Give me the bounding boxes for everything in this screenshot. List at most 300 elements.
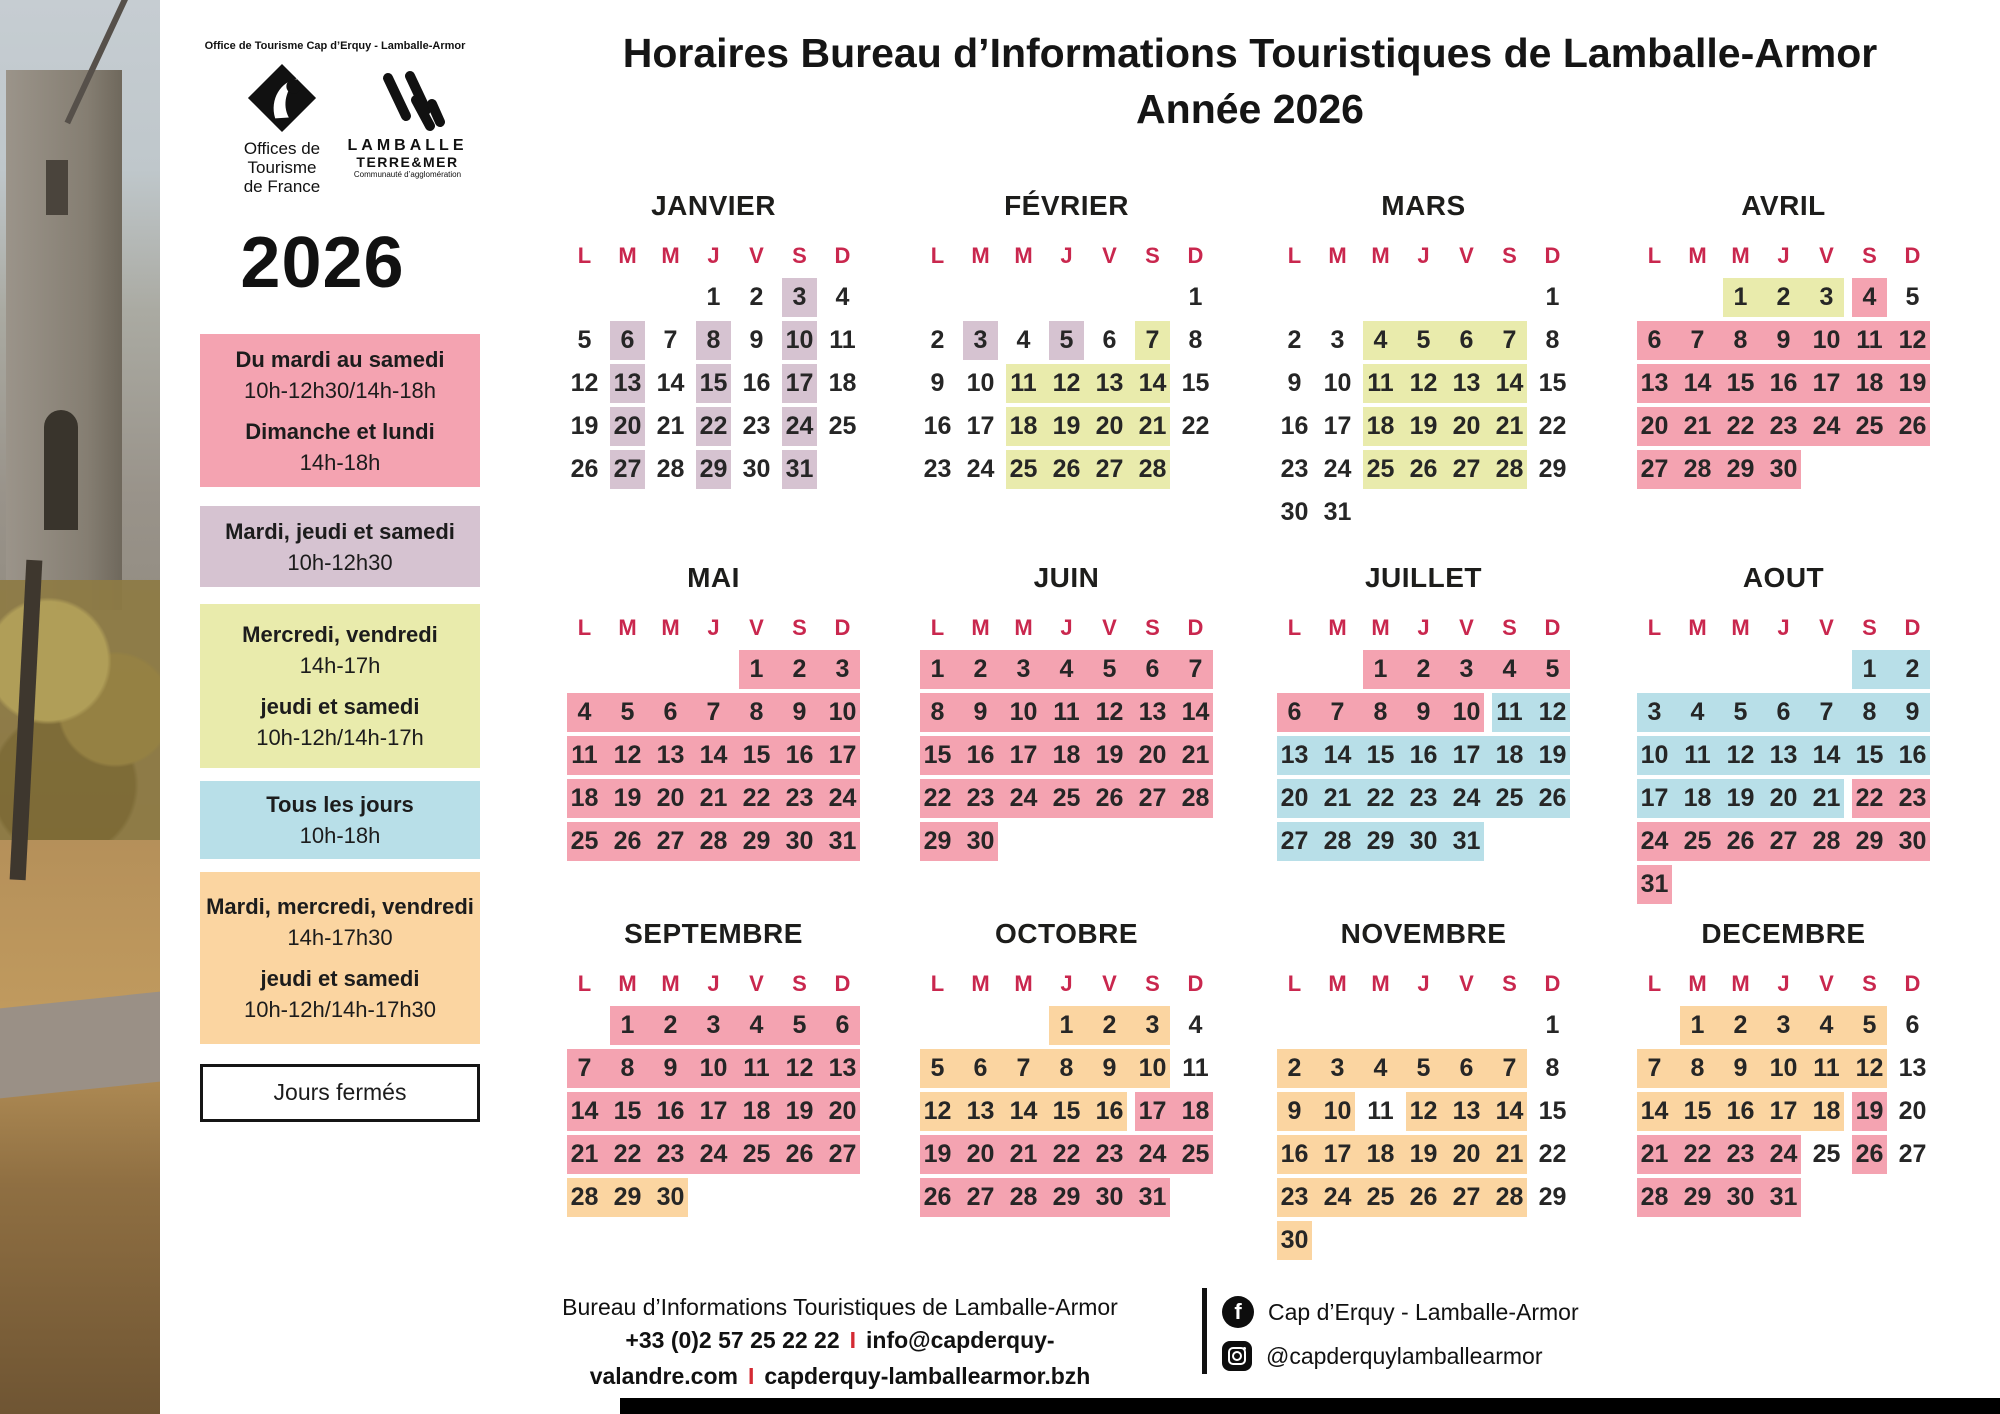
month-title: MAI [687,562,740,593]
footer-email[interactable]: info@capderquy-valandre.com [589,1327,1055,1389]
weekday-header: S [1502,971,1517,996]
weekday-header: L [1287,615,1302,640]
instagram-label: @capderquylamballearmor [1266,1342,1543,1369]
day-cell: 10 [1812,326,1841,354]
day-cell: 25 [742,1140,771,1168]
weekday-header-row [1633,234,1934,277]
day-cell: 9 [930,369,945,397]
day-cell: 26 [1409,1183,1438,1211]
weekday-header: S [792,615,807,640]
day-cell: 7 [663,326,678,354]
weekday-header: J [1777,243,1790,268]
weekday-header: M [1371,615,1390,640]
day-cell: 18 [1009,412,1038,440]
day-cell: 4 [835,283,850,311]
day-cell: 15 [1538,1097,1567,1125]
day-cell: 1 [1733,283,1748,311]
day-cell: 13 [1640,369,1669,397]
weekday-header: D [1187,243,1204,268]
day-cell: 19 [1409,1140,1438,1168]
day-cell: 19 [1726,784,1755,812]
day-cell: 15 [742,741,771,769]
weekday-header: J [707,615,720,640]
day-cell: 17 [1452,741,1481,769]
day-cell: 8 [706,326,721,354]
facebook-icon: f [1222,1296,1254,1328]
day-cell: 13 [613,369,642,397]
day-cell: 29 [1683,1183,1712,1211]
ltm-logo-text-3: Communauté d’agglomération [353,170,462,179]
day-cell: 6 [663,698,678,726]
day-cell: 14 [656,369,685,397]
day-cell: 28 [1138,455,1167,483]
day-cell: 23 [785,784,814,812]
day-cell: 5 [1862,1011,1877,1039]
day-cell: 17 [1323,1140,1352,1168]
day-cell: 4 [1862,283,1877,311]
day-cell: 31 [1452,827,1481,855]
weekday-header: M [1688,243,1707,268]
day-cell: 22 [1052,1140,1081,1168]
day-cell: 25 [1495,784,1524,812]
day-cell: 17 [699,1097,728,1125]
day-cell: 16 [1726,1097,1755,1125]
day-cell: 16 [785,741,814,769]
day-cell: 5 [1905,283,1920,311]
day-cell: 22 [742,784,771,812]
day-cell: 24 [699,1140,728,1168]
legend-line: Dimanche et lundi [245,418,435,444]
day-cell: 14 [570,1097,599,1125]
day-cell: 8 [1862,698,1877,726]
day-cell: 6 [1145,655,1160,683]
day-cell: 27 [1280,827,1309,855]
instagram-row[interactable] [1222,1334,1579,1378]
day-cell: 9 [1287,369,1302,397]
day-cell: 21 [570,1140,599,1168]
day-cell: 7 [1016,1054,1031,1082]
day-cell: 15 [1366,741,1395,769]
legend-line: 14h-17h30 [287,925,393,950]
day-cell: 24 [1323,1183,1352,1211]
month-title: DECEMBRE [1701,918,1866,949]
weekday-header: S [792,243,807,268]
day-cell: 19 [923,1140,952,1168]
month-title: AOUT [1742,562,1825,593]
org-line: Office de Tourisme Cap d’Erquy - Lamballe-Armor [204,40,466,52]
weekday-header: V [1459,243,1474,268]
day-cell: 20 [1095,412,1124,440]
day-cell: 31 [828,827,857,855]
otf-logo-text-1: Offices de [243,139,321,158]
day-cell: 23 [1095,1140,1124,1168]
day-cell: 15 [699,369,728,397]
day-cell: 19 [1052,412,1081,440]
day-cell: 21 [1495,1140,1524,1168]
weekday-header: L [1647,971,1662,996]
day-cell: 6 [1776,698,1791,726]
weekday-header: D [1544,243,1561,268]
day-cell: 29 [699,455,728,483]
day-cell: 1 [1059,1011,1074,1039]
day-cell: 24 [1009,784,1038,812]
footer-phone: +33 (0)2 57 25 22 22 [625,1327,840,1353]
day-cell: 20 [1452,1140,1481,1168]
day-cell: 3 [973,326,988,354]
day-cell: 7 [1330,698,1345,726]
day-cell: 14 [1138,369,1167,397]
day-cell: 23 [742,412,771,440]
day-cell: 30 [656,1183,685,1211]
day-cell: 23 [1280,455,1309,483]
day-cell: 14 [699,741,728,769]
day-cell: 19 [785,1097,814,1125]
day-cell: 5 [1059,326,1074,354]
ltm-logo-text-2: TERRE&MER [356,154,459,170]
day-cell: 28 [1812,827,1841,855]
day-cell: 18 [570,784,599,812]
day-cell: 25 [570,827,599,855]
weekday-header: M [1731,971,1750,996]
day-cell: 14 [1495,1097,1524,1125]
day-cell: 4 [1819,1011,1834,1039]
day-cell: 17 [1640,784,1669,812]
day-cell: 6 [1459,326,1474,354]
day-cell: 26 [1052,455,1081,483]
day-cell: 1 [1373,655,1388,683]
weekday-header: D [1187,615,1204,640]
weekday-header: V [1819,971,1834,996]
day-cell: 4 [1373,326,1388,354]
day-cell: 13 [656,741,685,769]
facebook-row[interactable] [1222,1290,1579,1334]
day-cell: 1 [1862,655,1877,683]
day-cell: 24 [1640,827,1669,855]
day-cell: 3 [1145,1011,1160,1039]
day-cell: 10 [1138,1054,1167,1082]
weekday-header: S [792,971,807,996]
day-cell: 13 [1898,1054,1927,1082]
day-cell: 6 [1102,326,1117,354]
day-cell: 22 [923,784,952,812]
day-cell: 14 [1640,1097,1669,1125]
day-cell: 1 [1188,283,1203,311]
day-cell: 28 [570,1183,599,1211]
day-cell: 22 [1855,784,1884,812]
day-cell: 24 [828,784,857,812]
day-cell: 22 [613,1140,642,1168]
day-cell: 2 [1776,283,1791,311]
day-cell: 29 [1366,827,1395,855]
weekday-header: M [618,243,637,268]
day-cell: 27 [1452,455,1481,483]
day-cell: 14 [1495,369,1524,397]
day-cell: 23 [1769,412,1798,440]
day-cell: 15 [1181,369,1210,397]
day-cell: 1 [749,655,764,683]
day-cell: 17 [785,369,814,397]
weekday-header: M [1731,615,1750,640]
weekday-header: S [1145,615,1160,640]
day-cell: 10 [1452,698,1481,726]
day-cell: 26 [923,1183,952,1211]
day-cell: 3 [1459,655,1474,683]
weekday-header: V [1102,243,1117,268]
day-cell: 21 [1812,784,1841,812]
day-cell: 29 [923,827,952,855]
day-cell: 26 [1855,1140,1884,1168]
day-cell: 18 [1812,1097,1841,1125]
day-cell: 14 [1181,698,1210,726]
legend-line: Mardi, jeudi et samedi [225,518,455,544]
day-cell: 1 [620,1011,635,1039]
day-cell: 24 [1769,1140,1798,1168]
weekday-header: V [1459,971,1474,996]
weekday-header: M [1371,971,1390,996]
day-cell: 24 [1452,784,1481,812]
day-cell: 1 [930,655,945,683]
day-cell: 7 [577,1054,592,1082]
weekday-header: S [1862,971,1877,996]
day-cell: 6 [835,1011,850,1039]
day-cell: 3 [1330,1054,1345,1082]
month-title: NOVEMBRE [1340,918,1507,949]
weekday-header: M [1731,243,1750,268]
weekday-header: M [618,615,637,640]
footer-divider [1202,1288,1207,1374]
legend-line: 10h-12h30 [287,549,393,575]
weekday-header: M [618,971,637,996]
footer-contact-block [520,1292,1160,1394]
day-cell: 30 [1280,498,1309,526]
day-cell: 27 [1138,784,1167,812]
weekday-header: J [1417,615,1430,640]
weekday-header: J [707,971,720,996]
day-cell: 2 [663,1011,678,1039]
weekday-header: L [1647,243,1662,268]
day-cell: 21 [1138,412,1167,440]
day-cell: 24 [785,412,814,440]
day-cell: 2 [1733,1011,1748,1039]
day-cell: 4 [1059,655,1074,683]
month-title: JANVIER [651,190,776,221]
weekday-header: V [1819,243,1834,268]
weekday-header: L [577,971,592,996]
day-cell: 12 [1095,698,1124,726]
legend-line: Mardi, mercredi, vendredi [206,894,474,919]
weekday-header-row [563,962,864,1005]
day-cell: 15 [1683,1097,1712,1125]
day-cell: 7 [1145,326,1160,354]
day-cell: 4 [1016,326,1031,354]
legend-line: 14h-17h [299,653,381,678]
day-cell: 21 [656,412,685,440]
day-cell: 30 [1769,455,1798,483]
day-cell: 8 [1690,1054,1705,1082]
day-cell: 19 [1409,412,1438,440]
day-cell: 25 [1052,784,1081,812]
day-cell: 20 [1898,1097,1927,1125]
day-cell: 21 [1683,412,1712,440]
day-cell: 26 [1726,827,1755,855]
legend-line: 14h-18h [299,449,381,475]
day-cell: 15 [1538,369,1567,397]
day-cell: 30 [1898,827,1927,855]
day-cell: 9 [663,1054,678,1082]
day-cell: 11 [1496,698,1523,726]
day-cell: 3 [706,1011,721,1039]
day-cell: 11 [1367,1097,1394,1125]
day-cell: 18 [1366,1140,1395,1168]
day-cell: 11 [1684,741,1711,769]
day-cell: 9 [1102,1054,1117,1082]
day-cell: 3 [835,655,850,683]
day-cell: 12 [1898,326,1927,354]
day-cell: 16 [923,412,952,440]
weekday-header-row [916,606,1217,649]
day-cell: 19 [1855,1097,1884,1125]
day-cell: 20 [1138,741,1167,769]
day-cell: 13 [1280,741,1309,769]
weekday-header: L [577,615,592,640]
footer-separator: I [747,1363,755,1389]
day-cell: 28 [1323,827,1352,855]
day-cell: 10 [699,1054,728,1082]
legend-line: Mercredi, vendredi [242,622,438,647]
day-cell: 4 [1188,1011,1203,1039]
day-cell: 10 [785,326,814,354]
day-cell: 22 [699,412,728,440]
day-cell: 22 [1366,784,1395,812]
weekday-header: L [930,243,945,268]
weekday-header-row [1633,606,1934,649]
day-cell: 3 [1647,698,1662,726]
weekday-header: L [930,971,945,996]
day-cell: 14 [1009,1097,1038,1125]
month-title: SEPTEMBRE [624,918,803,949]
day-cell: 18 [828,369,857,397]
weekday-header: M [971,971,990,996]
weekday-header: M [971,243,990,268]
day-cell: 20 [1640,412,1669,440]
day-cell: 26 [1538,784,1567,812]
day-cell: 28 [1495,1183,1524,1211]
day-cell: 18 [1366,412,1395,440]
day-cell: 11 [829,326,856,354]
day-cell: 12 [570,369,599,397]
day-cell: 16 [1409,741,1438,769]
day-cell: 2 [792,655,807,683]
weekday-header-row [916,234,1217,277]
day-cell: 24 [1138,1140,1167,1168]
day-cell: 23 [1280,1183,1309,1211]
day-cell: 5 [577,326,592,354]
day-cell: 3 [1776,1011,1791,1039]
day-cell: 25 [1683,827,1712,855]
weekday-header-row [1273,962,1574,1005]
day-cell: 5 [930,1054,945,1082]
day-cell: 27 [1640,455,1669,483]
weekday-header: L [577,243,592,268]
day-cell: 10 [1640,741,1669,769]
day-cell: 30 [1409,827,1438,855]
day-cell: 9 [1733,1054,1748,1082]
weekday-header: M [1014,971,1033,996]
weekday-header: D [1904,615,1921,640]
weekday-header: J [707,243,720,268]
weekday-header: L [1287,243,1302,268]
day-cell: 21 [1181,741,1210,769]
day-cell: 8 [1059,1054,1074,1082]
day-cell: 16 [1280,412,1309,440]
day-cell: 26 [1095,784,1124,812]
legend-line: jeudi et samedi [260,966,420,991]
weekday-header: M [1328,971,1347,996]
day-cell: 27 [1095,455,1124,483]
bottom-black-bar [620,1398,2000,1414]
day-cell: 3 [1016,655,1031,683]
weekday-header: V [1102,615,1117,640]
day-cell: 23 [656,1140,685,1168]
day-cell: 30 [1280,1226,1309,1254]
day-cell: 4 [577,698,592,726]
day-cell: 28 [656,455,685,483]
day-cell: 29 [613,1183,642,1211]
day-cell: 27 [1769,827,1798,855]
day-cell: 12 [1052,369,1081,397]
weekday-header: J [1060,615,1073,640]
day-cell: 19 [613,784,642,812]
day-cell: 4 [1690,698,1705,726]
footer-website[interactable]: capderquy-lamballearmor.bzh [764,1363,1091,1389]
day-cell: 9 [1416,698,1431,726]
day-cell: 30 [1726,1183,1755,1211]
day-cell: 16 [1898,741,1927,769]
month-title: MARS [1381,190,1466,221]
day-cell: 20 [966,1140,995,1168]
day-cell: 4 [1502,655,1517,683]
day-cell: 11 [571,741,598,769]
weekday-header: D [1904,971,1921,996]
day-cell: 17 [1138,1097,1167,1125]
day-cell: 10 [1323,1097,1352,1125]
day-cell: 18 [1181,1097,1210,1125]
day-cell: 23 [1409,784,1438,812]
day-cell: 30 [1095,1183,1124,1211]
day-cell: 20 [1280,784,1309,812]
day-cell: 19 [1898,369,1927,397]
day-cell: 12 [1726,741,1755,769]
day-cell: 7 [706,698,721,726]
day-cell: 5 [1733,698,1748,726]
day-cell: 5 [1102,655,1117,683]
day-cell: 30 [785,827,814,855]
weekday-header: L [1287,971,1302,996]
day-cell: 19 [570,412,599,440]
day-cell: 8 [930,698,945,726]
day-cell: 13 [1095,369,1124,397]
day-cell: 12 [785,1054,814,1082]
day-cell: 31 [1640,870,1669,898]
day-cell: 7 [1502,1054,1517,1082]
day-cell: 3 [1330,326,1345,354]
weekday-header: S [1862,243,1877,268]
day-cell: 18 [1495,741,1524,769]
day-cell: 9 [792,698,807,726]
day-cell: 29 [1855,827,1884,855]
day-cell: 18 [742,1097,771,1125]
day-cell: 8 [620,1054,635,1082]
